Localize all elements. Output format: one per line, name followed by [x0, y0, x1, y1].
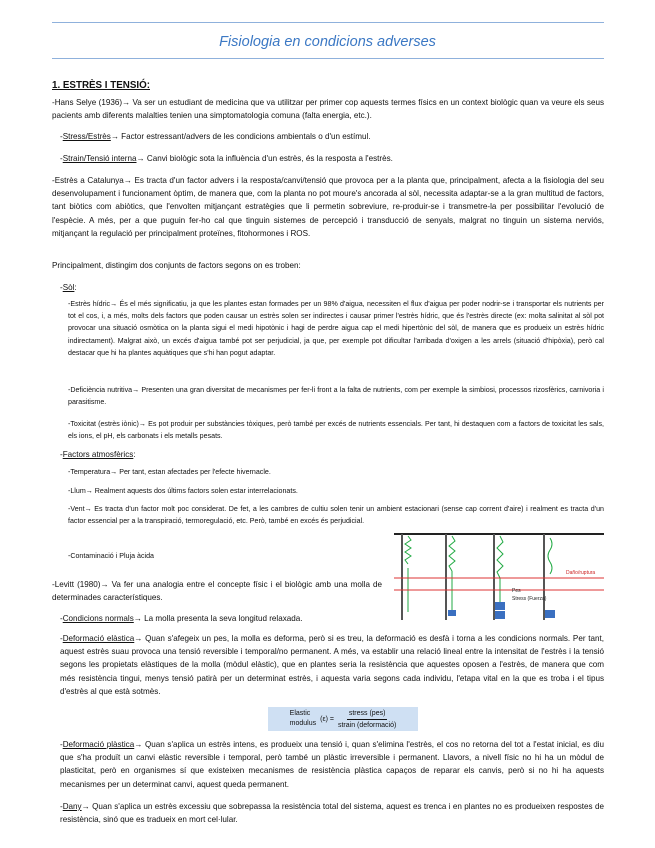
section-heading: 1. ESTRÈS I TENSIÓ: [52, 80, 150, 91]
stress-label: Stress/Estrès [62, 132, 111, 141]
temperatura-line: -Temperatura→ Per tant, estan afectades per l'efecte hivernacle. [68, 468, 271, 476]
contaminacio-line: -Contaminació i Pluja àcida [68, 552, 154, 560]
selye-paragraph: -Hans Selye (1936)→ Va ser un estudiant de medicina que va utilitzar per primer cop aquests termes físics en un context biològic quan va veure els seus pacients amb diferents malalties tenien una simptomatologia comuna (falta energia, etc.). [52, 98, 604, 121]
page-title: Fisiologia en condicions adverses [219, 34, 436, 50]
catalunya-paragraph: -Estrès a Catalunya→ Es tracta d'un factor advers i la resposta/canvi/tensió que provoca per a la planta que, principalment, afecta a la fisiologia del seu desenvolupament i funcionament òptim, de manera que, com la planta no pot moure's ancorada al sòl, necessita adaptar-se a la gran multitud de factors, tant biòtics com abiòtics, que l'envolten mitjançant estratègies que li permetin sobreviure, re-produir-se i transmetre-la per possibilitar l'evolució de l'espècie. A més, per a que puguin fer-ho cal que tinguin sistemes de percepció i transducció de senyals, malgrat no tinguin un sistema nerviós, mitjançant la regulació per principalment proteïnes, fitohormones i ROS. [52, 176, 604, 238]
ionic-paragraph: -Toxicitat (estrès iònic)→ Es pot produir per substàncies tòxiques, però també per excés de nutrients essencials. Per tant, hi destaquen com a factors de toxicitat les sals, els ions, el pH, els carbonats i els metalls pesats. [68, 420, 604, 441]
atm-heading: -Factors atmosfèrics: [60, 450, 136, 459]
stress-definition: -Stress/Estrès→ Factor estressant/advers de les condicions ambientals o d'un estímul. [60, 132, 371, 141]
strain-definition: -Strain/Tensió interna→ Canvi biològic sota la influència d'un estrès, és la resposta a l'estrès. [60, 154, 393, 163]
levitt-paragraph: -Levitt (1980)→ Va fer una analogia entre el concepte físic i el biològic amb una molla de determinades característiques. [52, 580, 382, 603]
principalment-line: Principalment, distingim dos conjunts de factors segons on es troben: [52, 261, 301, 270]
sol-heading: -Sòl: [60, 283, 77, 292]
fig-label-stress: Stress (Fuerza) [512, 596, 547, 602]
normals-line: -Condicions normals→ La molla presenta la seva longitud relaxada. [60, 614, 303, 623]
hidric-paragraph: -Estrès hídric→ És el més significatiu, ja que les plantes estan formades per un 98% d'aigua, necessiten el flux d'aigua per poder nodrir-se i transportar els nutrients per tot el cos, i, a més, molts dels factors que poden causar un estrès solen ser indirectes i causar primer l'estrès hídric, que és l'estrès directe (ex: molta salinitat al sòl pot provocar una situació osmòtica on la planta sigui el medi hipotònic i hagi de perdre aigua cap el medi hipertònic del sòl, de manera que es produeix un estrès hídric indirectament). Malgrat això, un excés d'aigua també pot ser perjudicial, ja que, per exemple pot dificultar l'arribada d'oxigen a les arrels (situació d'hipòxia), però cal destacar que hi ha plantes aquàtiques que s'hi han pogut adaptar. [68, 300, 604, 357]
vent-paragraph: -Vent→ Es tracta d'un factor molt poc considerat. De fet, a les cambres de cultiu solen tenir un ambient estacionari (sense cap corrent d'aire) i realment es tracta d'un factor essencial per a la transpiració, termoregulació, etc. Però, també en excés és perjudicial. [68, 505, 604, 526]
title-rule [52, 58, 604, 59]
nutritiva-paragraph: -Deficiència nutritiva→ Presenten una gran diversitat de mecanismes per fer-li front a la falta de nutrients, com per exemple la simbiosi, processos rizosfèrics, carnivoria i parasitisme. [68, 386, 604, 407]
plastica-paragraph: -Deformació plàstica→ Quan s'aplica un estrès intens, es produeix una tensió i, quan s'elimina l'estrès, el cos no retorna del tot a l'estat inicial, es diu que s'ha produït un canvi elàstic reversible i temporal, però també un plàstic irreversible i permanent. Llavors, a nivell físic no hi ha un mòdul de plasticitat, però en organismes sí que existeixen mecanismes de resistència plàstica capaços de reparar els canvis, però si no hi ha aquests mecanismes per un determinat canvi, aquest queda permanent. [60, 740, 604, 789]
top-rule [52, 22, 604, 23]
elastica-paragraph: -Deformació elàstica→ Quan s'afegeix un pes, la molla es deforma, però si es treu, la deformació es desfà i torna a les condicions normals. Per tant, aquest estrès suau provoca una tensió reversible i temporal/no permanent. A més, va establir una relació lineal entre la intensitat de l'estrès i la tensió segons les propietats elàstiques de la molla (mòdul elàstic), que en plantes seria la resistència que aquestes oposen a l'estrès, de manera que com més resistència tingui, menys tensió patirà per un determinat estrès, i aquesta varia segons cada individu, l'etapa vital en la que es troba i el tipus d'estrès al que està sotmès. [60, 634, 604, 696]
fig-label-pes: Pes [512, 588, 521, 594]
dany-paragraph: -Dany→ Quan s'aplica un estrès excessiu que sobrepassa la resistència total del sistema, aquest es trenca i en plantes no es produeixen respostes de resistència, sinó que es tradueix en mort cel·lular. [60, 802, 604, 825]
spring-analogy-figure [394, 532, 604, 622]
llum-line: -Llum→ Realment aquests dos últims factors solen estar interrelacionats. [68, 487, 298, 495]
elastic-modulus-formula: Elastic modulus (ε) = $\frac{\text{stress (pes)}}{\text{strain (deformació)}}$ [268, 707, 418, 731]
strain-label: Strain/Tensió interna [62, 154, 137, 163]
fig-label-dano: Daño/ruptura [566, 570, 596, 576]
